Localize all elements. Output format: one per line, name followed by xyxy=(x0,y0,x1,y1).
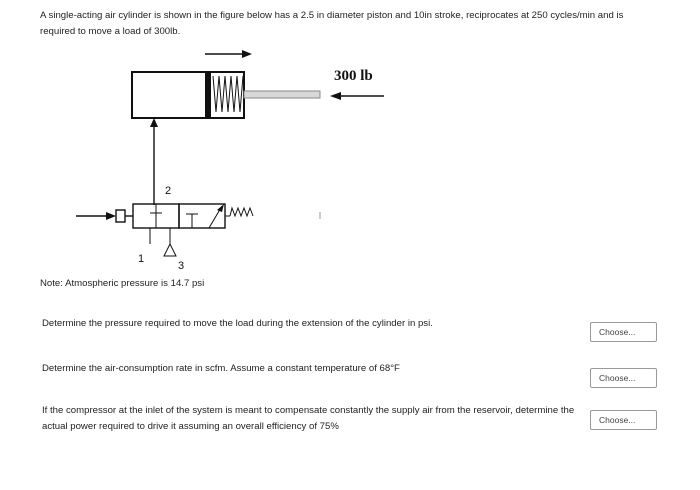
extension-arrow xyxy=(205,50,252,58)
question-3-text: If the compressor at the inlet of the system is meant to compensate constantly the supply air from the reservoir, determine the actual power required to drive it assuming an overall efficiency of 75% xyxy=(42,405,575,432)
cylinder-piston xyxy=(205,72,211,118)
problem-statement: A single-acting air cylinder is shown in the figure below has a 2.5 in diameter piston and 10in stroke, reciprocates at 250 cycles/min and is required to move a load of 300lb. xyxy=(40,10,624,37)
port-label-1: 1 xyxy=(138,253,145,265)
supply-line xyxy=(150,118,158,205)
port-label-2: 2 xyxy=(165,185,172,197)
cylinder-circuit-diagram xyxy=(60,45,400,275)
return-spring xyxy=(213,76,243,112)
port-label-3: 3 xyxy=(178,260,185,272)
note-text: Note: Atmospheric pressure is 14.7 psi xyxy=(40,278,205,289)
question-1-dropdown[interactable]: Choose... xyxy=(590,322,657,342)
load-label: 300 lb xyxy=(334,68,373,84)
question-1-text: Determine the pressure required to move the load during the extension of the cylinder in psi. xyxy=(42,318,433,329)
cylinder-barrel xyxy=(132,72,244,118)
question-3-dropdown[interactable]: Choose... xyxy=(590,410,657,430)
load-arrow xyxy=(330,92,384,100)
question-2-dropdown[interactable]: Choose... xyxy=(590,368,657,388)
directional-valve xyxy=(76,204,320,256)
question-2-text: Determine the air-consumption rate in scfm. Assume a constant temperature of 68°F xyxy=(42,363,400,374)
piston-rod xyxy=(244,91,320,98)
